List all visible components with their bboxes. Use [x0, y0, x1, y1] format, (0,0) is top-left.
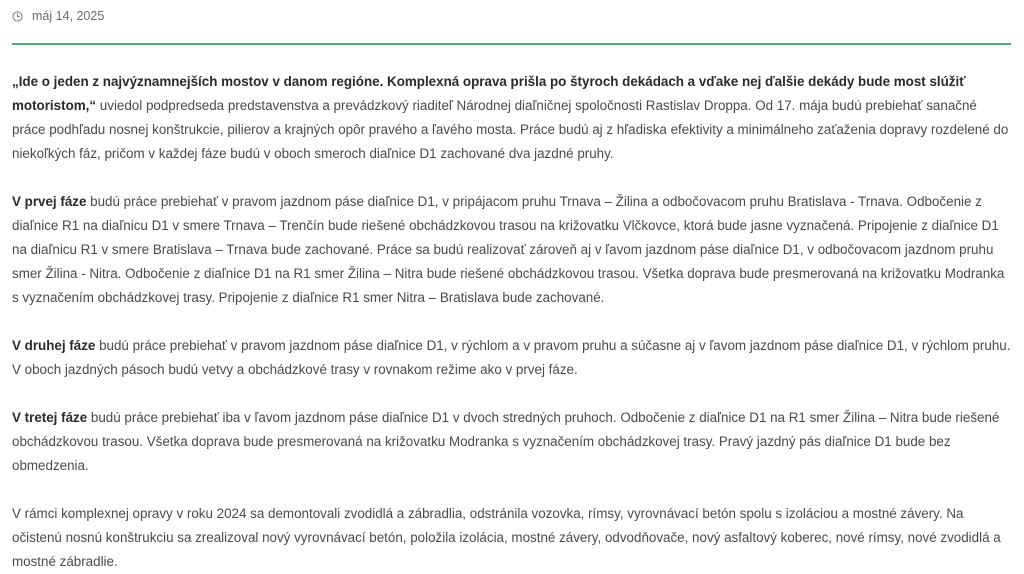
paragraph-text: uviedol podpredseda predstavenstva a prevádzkový riaditeľ Národnej diaľničnej spoločnosti Rastislav Droppa. Od 17. mája budú prebiehať sanačné práce podhľadu nosnej konštrukcie, pilierov a krajných opôr pravého a ľavého mosta. Práce budú aj z hľadiska efektivity a minimálneho zaťaženia dopravy rozdelené do niekoľkých fáz, pričom v každej fáze budú v oboch smeroch diaľnice D1 zachované dva jazdné pruhy.: [12, 98, 1009, 161]
paragraph-text: budú práce prebiehať v pravom jazdnom páse diaľnice D1, v pripájacom pruhu Trnava – Žilina a odbočovacom pruhu Bratislava - Trnava. Odbočenie z diaľnice R1 na diaľnicu D1 v smere Trnava – Trenčín bude riešené obchádzkovou trasou na križovatku Vlčkovce, ktorá bude jasne vyznačená. Pripojenie z diaľnice D1 na diaľnicu R1 v smere Bratislava – Trnava bude zachované. Práce sa budú realizovať zároveň aj v ľavom jazdnom páse diaľnice D1, v odbočovacom jazdnom pruhu smer Žilina - Nitra. Odbočenie z diaľnice D1 na R1 smer Žilina – Nitra bude riešené obchádzkovou trasou. Všetka doprava bude presmerovaná na križovatku Modranka s vyznačením obchádzkovej trasy. Pripojenie z diaľnice R1 smer Nitra – Bratislava bude zachované.: [12, 194, 1005, 305]
publish-date: máj 14, 2025: [32, 9, 105, 23]
phase-1-heading: V prvej fáze: [12, 194, 87, 209]
header-divider: [12, 43, 1011, 45]
paragraph-summary: V rámci komplexnej opravy v roku 2024 sa demontovali zvodidlá a zábradlia, odstránila vozovka, rímsy, vyrovnávací betón spolu s izoláciou a mostné závery. Na očistenú nosnú konštrukciu sa zrealizoval nový vyrovnávací betón, položila izolácia, mostné závery, odvodňovače, nový asfaltový koberec, nové rímsy, nové zvodidlá a mostné zábradlie.: [12, 506, 1001, 569]
paragraph-text: budú práce prebiehať iba v ľavom jazdnom páse diaľnice D1 v dvoch stredných pruhoch. Odbočenie z diaľnice D1 na R1 smer Žilina – Nitra bude riešené obchádzkovou trasou. Všetka doprava bude presmerovaná na križovatku Modranka s vyznačením obchádzkovej trasy. Pravý jazdný pás diaľnice D1 bude bez obmedzenia.: [12, 410, 1000, 473]
paragraph-quote: [12, 70, 1012, 166]
quote-text: „Ide o jeden z najvýznamnejších mostov v danom regióne. Komplexná oprava prišla po štyroch dekádach a vďake nej ďalšie dekády bude most slúžiť motoristom,“: [12, 74, 966, 113]
phase-3-heading: V tretej fáze: [12, 410, 88, 425]
paragraph-text: budú práce prebiehať v pravom jazdnom páse diaľnice D1, v rýchlom a v pravom pruhu a súčasne aj v ľavom jazdnom páse diaľnice D1, v rýchlom pruhu. V oboch jazdných pásoch budú vetvy a obchádzkové trasy v rovnakom režime ako v prvej fáze.: [12, 338, 1011, 377]
phase-2-heading: V druhej fáze: [12, 338, 96, 353]
paragraph-phase-2: [12, 334, 1012, 382]
article-meta: [12, 0, 1012, 32]
clock-icon: [12, 11, 23, 22]
article-body: [12, 70, 1012, 574]
paragraph-phase-1: [12, 190, 1012, 310]
paragraph-phase-3: [12, 406, 1012, 478]
